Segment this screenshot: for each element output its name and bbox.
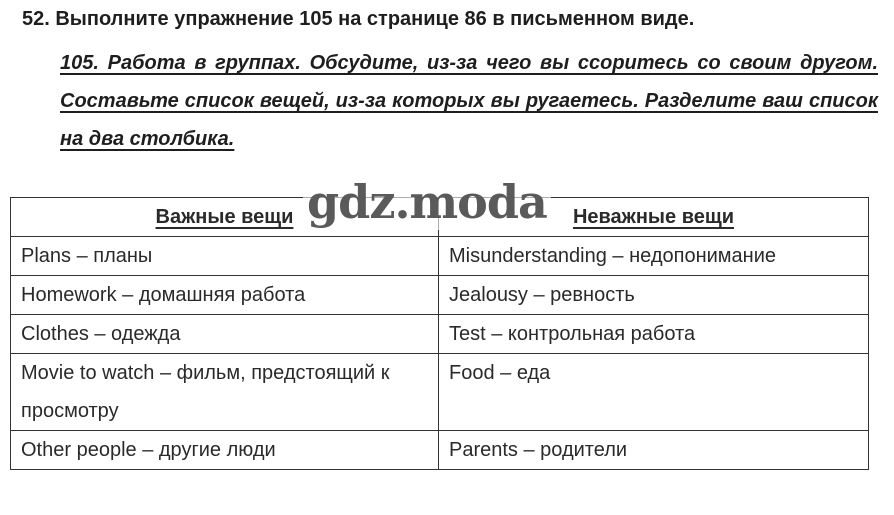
table-row bbox=[11, 315, 869, 354]
watermark-logo: gdz.moda bbox=[303, 174, 551, 230]
table-cell: Test – контрольная работа bbox=[439, 315, 869, 354]
table-cell: Clothes – одежда bbox=[11, 315, 439, 354]
answer-table-container bbox=[10, 197, 868, 470]
exercise-instructions: 105. Работа в группах. Обсудите, из-за чего вы ссоритесь со своим другом. Составьте список вещей, из-за которых вы ругаетесь. Разделите ваш список на два столбика. bbox=[60, 52, 878, 150]
column-header-important-label: Важные вещи bbox=[155, 206, 294, 228]
table-cell: Misunderstanding – недопонимание bbox=[439, 237, 869, 276]
answer-table bbox=[10, 197, 869, 470]
table-row bbox=[11, 354, 869, 431]
table-cell: Jealousy – ревность bbox=[439, 276, 869, 315]
table-row bbox=[11, 237, 869, 276]
table-row bbox=[11, 276, 869, 315]
table-row bbox=[11, 431, 869, 470]
table-cell: Plans – планы bbox=[11, 237, 439, 276]
table-cell: Food – еда bbox=[439, 354, 869, 431]
task-heading: 52. Выполните упражнение 105 на странице 86 в письменном виде. bbox=[22, 8, 695, 30]
table-cell: Movie to watch – фильм, предстоящий к просмотру bbox=[11, 354, 439, 431]
table-cell: Other people – другие люди bbox=[11, 431, 439, 470]
column-header-unimportant-label: Неважные вещи bbox=[572, 206, 735, 228]
table-cell: Parents – родители bbox=[439, 431, 869, 470]
table-cell: Homework – домашняя работа bbox=[11, 276, 439, 315]
